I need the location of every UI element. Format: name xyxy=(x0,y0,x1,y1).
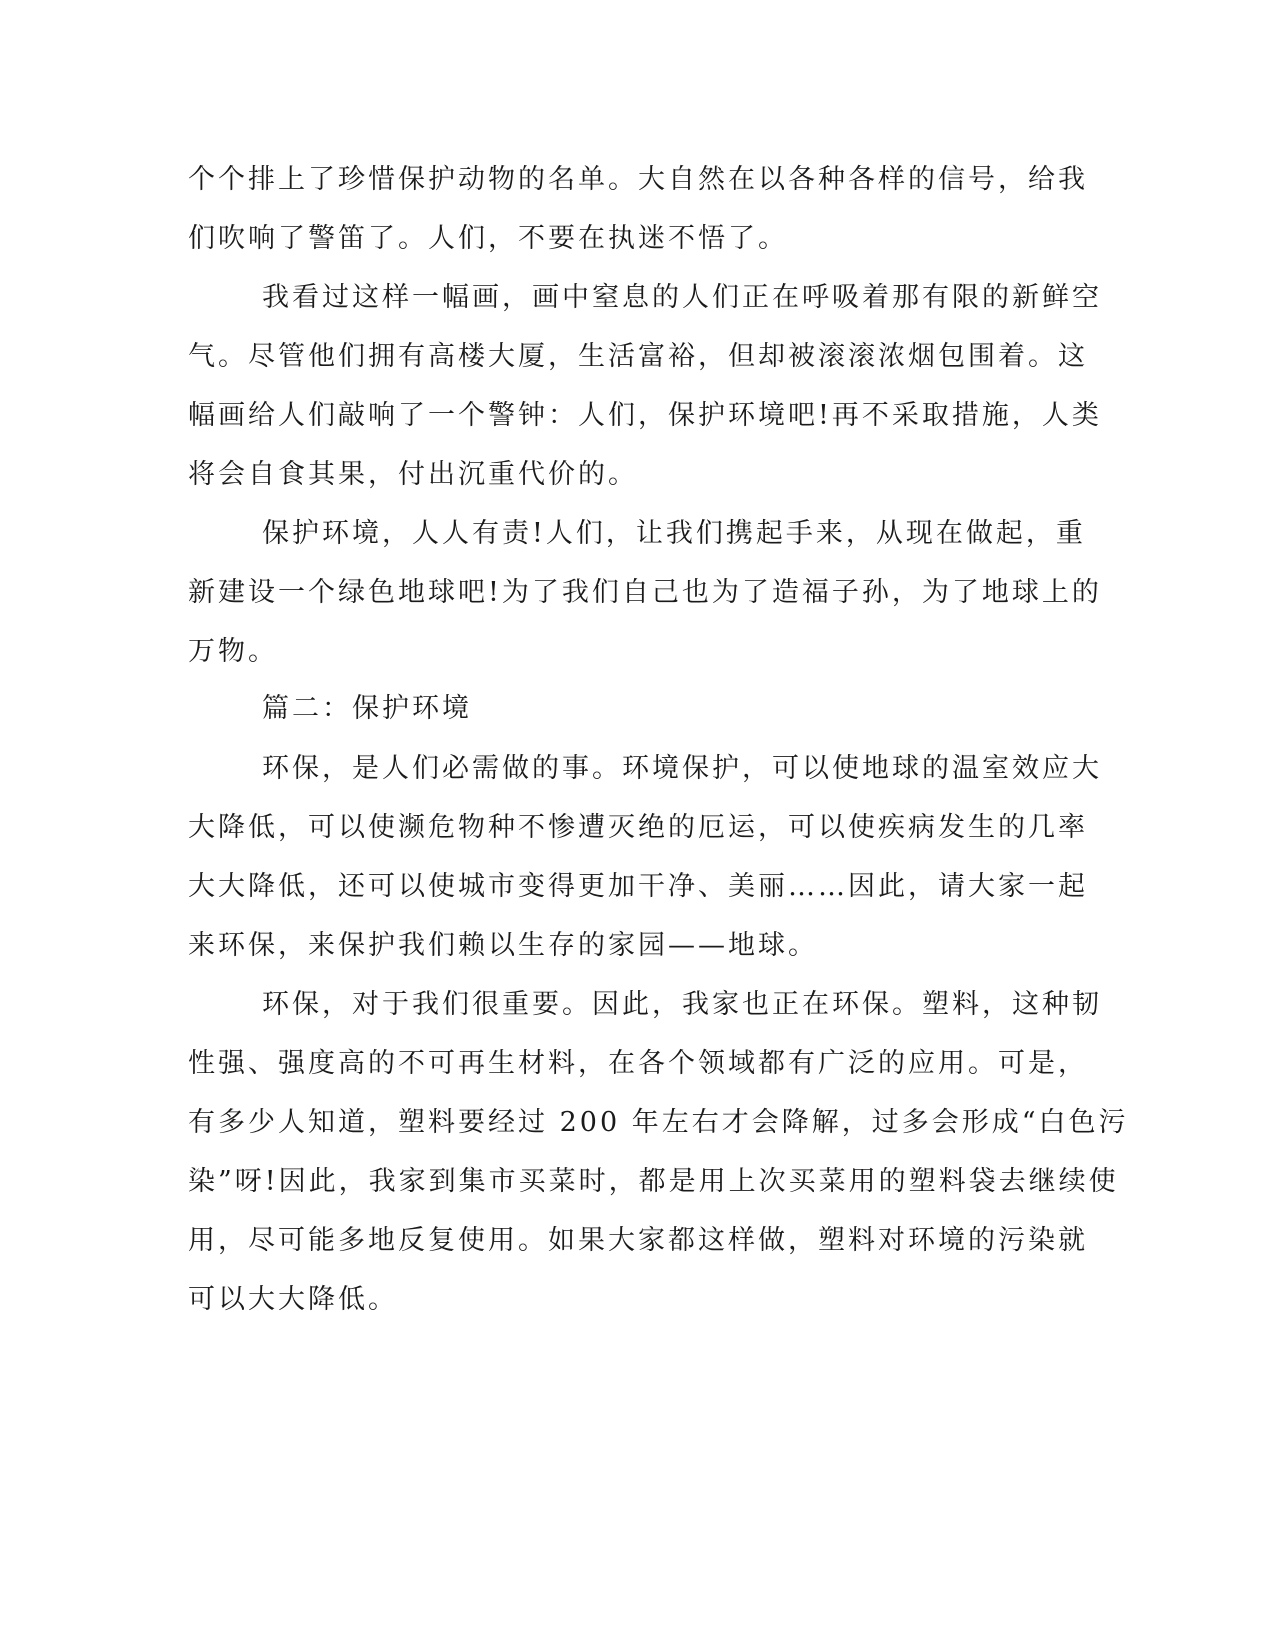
text-line: 性强、强度高的不可再生材料，在各个领域都有广泛的应用。可是， xyxy=(188,1048,1088,1079)
text-line: 大大降低，还可以使城市变得更加干净、美丽……因此，请大家一起 xyxy=(188,871,1088,902)
paragraph-start-line: 环保，是人们必需做的事。环境保护，可以使地球的温室效应大 xyxy=(262,753,1102,784)
paragraph-start-line: 保护环境，人人有责!人们，让我们携起手来，从现在做起，重 xyxy=(262,518,1086,549)
text-line: 来环保，来保护我们赖以生存的家园——地球。 xyxy=(188,930,818,961)
text-line: 大降低，可以使濒危物种不惨遭灭绝的厄运，可以使疾病发生的几率 xyxy=(188,812,1088,843)
text-line: 有多少人知道，塑料要经过 200 年左右才会降解，过多会形成“白色污 xyxy=(188,1107,1129,1138)
text-line: 将会自食其果，付出沉重代价的。 xyxy=(188,459,638,490)
text-line: 们吹响了警笛了。人们，不要在执迷不悟了。 xyxy=(188,223,788,254)
text-line: 万物。 xyxy=(188,636,278,667)
text-line: 气。尽管他们拥有高楼大厦，生活富裕，但却被滚滚浓烟包围着。这 xyxy=(188,341,1088,372)
text-line: 幅画给人们敲响了一个警钟：人们，保护环境吧!再不采取措施，人类 xyxy=(188,400,1102,431)
text-line: 新建设一个绿色地球吧!为了我们自己也为了造福子孙，为了地球上的 xyxy=(188,577,1102,608)
text-line: 个个排上了珍惜保护动物的名单。大自然在以各种各样的信号，给我 xyxy=(188,164,1088,195)
text-line: 用，尽可能多地反复使用。如果大家都这样做，塑料对环境的污染就 xyxy=(188,1225,1088,1256)
paragraph-start-line: 我看过这样一幅画，画中窒息的人们正在呼吸着那有限的新鲜空 xyxy=(262,282,1102,313)
text-line: 可以大大降低。 xyxy=(188,1284,398,1315)
section-heading: 篇二：保护环境 xyxy=(262,693,472,724)
text-line: 染”呀!因此，我家到集市买菜时，都是用上次买菜用的塑料袋去继续使 xyxy=(188,1166,1119,1197)
paragraph-start-line: 环保，对于我们很重要。因此，我家也正在环保。塑料，这种韧 xyxy=(262,989,1102,1020)
